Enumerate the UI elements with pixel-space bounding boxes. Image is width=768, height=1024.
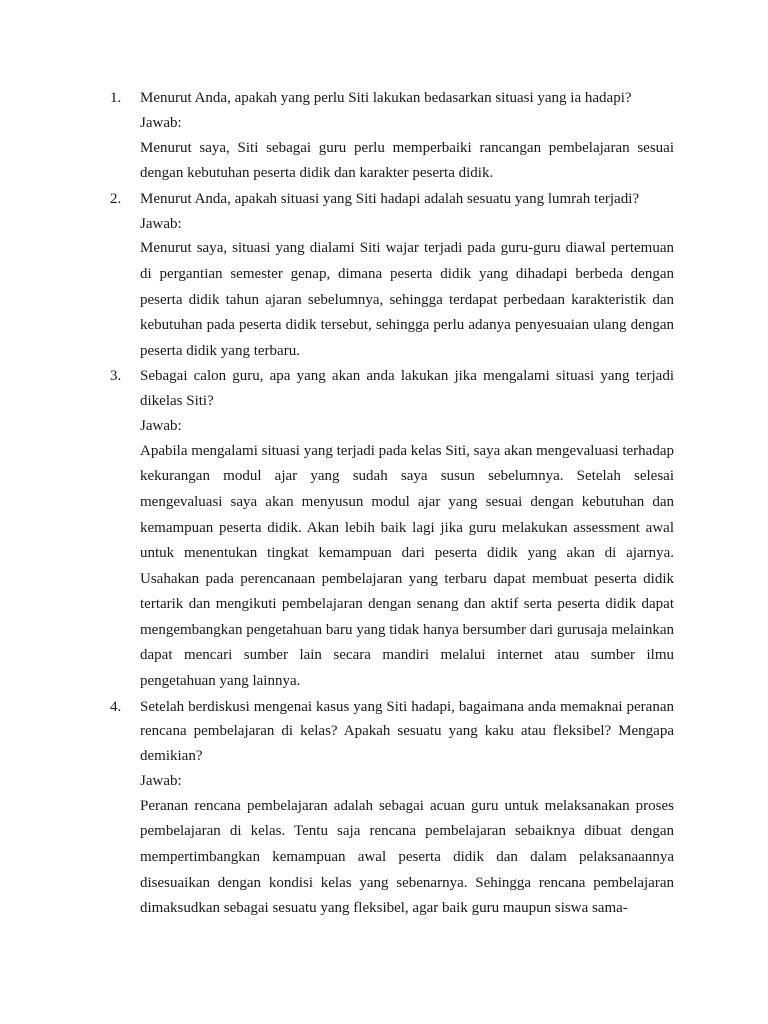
question-item-2 — [110, 187, 674, 365]
question-text: Setelah berdiskusi mengenai kasus yang Siti hadapi, bagaimana anda memaknai peranan rencana pembelajaran di kelas? Apakah sesuatu yang kaku atau fleksibel? Mengapa demikian? — [140, 698, 674, 765]
answer-text: Apabila mengalami situasi yang terjadi pada kelas Siti, saya akan mengevaluasi terhadap kekurangan modul ajar yang sudah saya susun sebelumnya. Setelah selesai mengevaluasi saya akan menyusun modul ajar yang sesuai dengan kebutuhan dan kemampuan peserta didik. Akan lebih baik lagi jika guru melakukan assessment awal untuk menentukan tingkat kemampuan dari peserta didik yang akan di ajarnya. Usahakan pada perencanaan pembelajaran yang terbaru dapat membuat peserta didik tertarik dan mengikuti pembelajaran dengan senang dan aktif serta peserta didik dapat mengembangkan pengetahuan baru yang tidak hanya bersumber dari gurusaja melainkan dapat mencari sumber lain secara mandiri melalui internet atau sumber ilmu pengetahuan yang lainnya. — [140, 442, 674, 690]
answer-label: Jawab: — [140, 773, 182, 790]
question-number: 3. — [110, 368, 122, 385]
question-number: 2. — [110, 190, 122, 207]
question-item-3 — [110, 364, 674, 694]
question-item-4 — [110, 695, 674, 922]
question-text: Menurut Anda, apakah yang perlu Siti lakukan bedasarkan situasi yang ia hadapi? — [140, 90, 632, 106]
answer-label: Jawab: — [140, 215, 182, 232]
question-list — [110, 86, 674, 922]
answer-text: Menurut saya, Siti sebagai guru perlu memperbaiki rancangan pembelajaran sesuai dengan kebutuhan peserta didik dan karakter peserta didik. — [140, 139, 674, 182]
question-text: Sebagai calon guru, apa yang akan anda lakukan jika mengalami situasi yang terjadi dikelas Siti? — [140, 368, 674, 410]
answer-text: Menurut saya, situasi yang dialami Siti wajar terjadi pada guru-guru diawal pertemuan di pergantian semester genap, dimana peserta didik yang dihadapi berbeda dengan peserta didik tahun ajaran sebelumnya, sehingga terdapat perbedaan karakteristik dan kebutuhan pada peserta didik tersebut, sehingga perlu adanya penyesuaian ulang dengan peserta didik yang terbaru. — [140, 240, 674, 359]
answer-text: Peranan rencana pembelajaran adalah sebagai acuan guru untuk melaksanakan proses pembelajaran di kelas. Tentu saja rencana pembelajaran sebaiknya dibuat dengan mempertimbangkan kemampuan awal peserta didik dan dalam pelaksanaannya disesuaikan dengan kondisi kelas yang sebenarnya. Sehingga rencana pembelajaran dimaksudkan sebagai sesuatu yang fleksibel, agar baik guru maupun siswa sama- — [140, 797, 674, 917]
question-number: 4. — [110, 698, 122, 715]
answer-label: Jawab: — [140, 114, 182, 131]
answer-label: Jawab: — [140, 417, 182, 434]
question-number: 1. — [110, 90, 122, 106]
question-item-1 — [110, 86, 674, 187]
question-text: Menurut Anda, apakah situasi yang Siti hadapi adalah sesuatu yang lumrah terjadi? — [140, 190, 640, 207]
